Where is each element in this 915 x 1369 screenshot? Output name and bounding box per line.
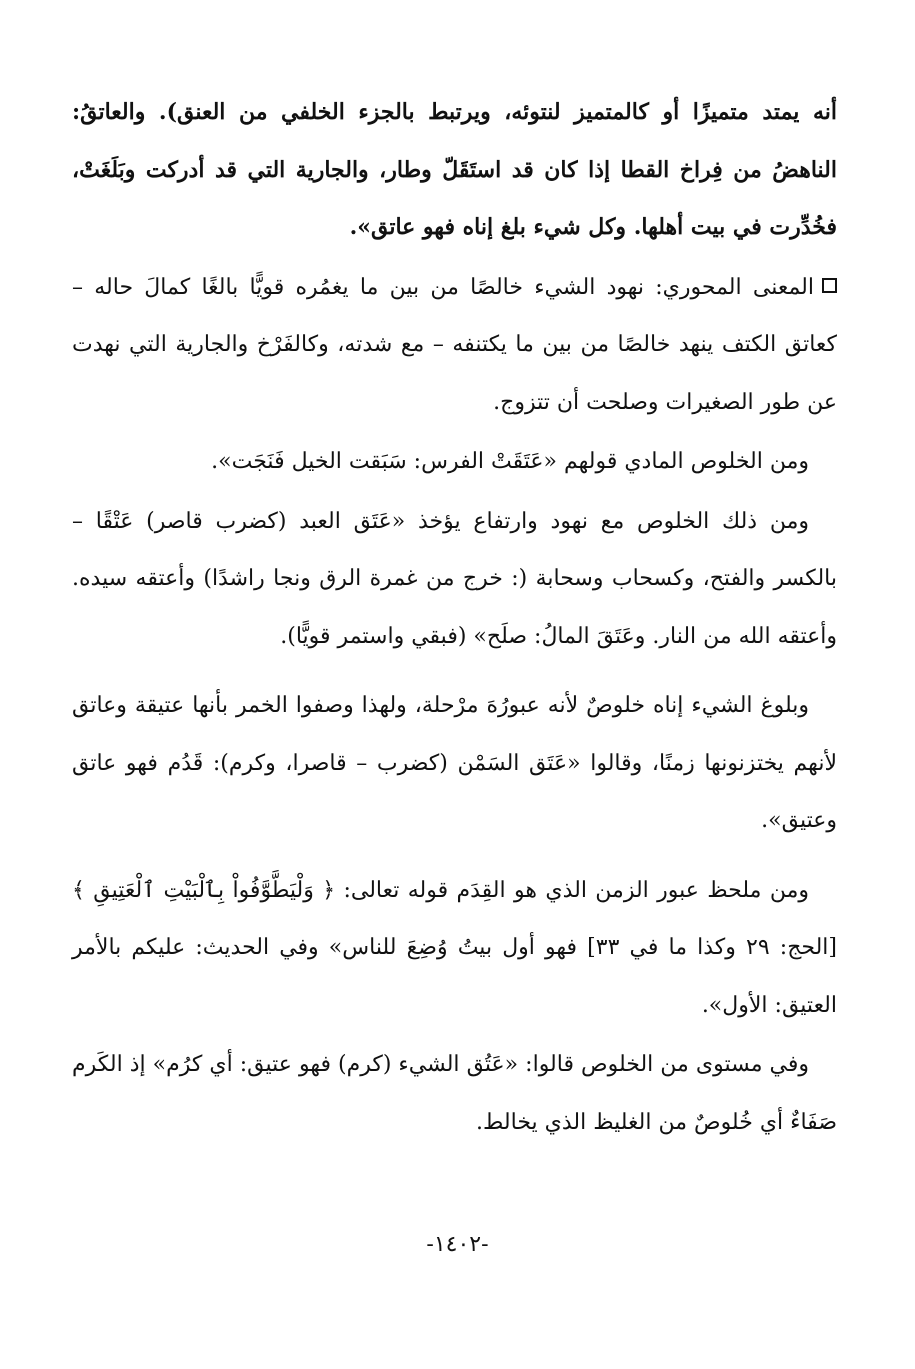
page-number: -١٤٠٢- (426, 1232, 489, 1257)
checkbox-square-icon (822, 278, 837, 293)
paragraph-4: ومن ذلك الخلوص مع نهود وارتفاع يؤخذ «عَتَق العبد (كضرب قاصر) عَتْقًا – بالكسر والفتح، وكسحاب وسحابة (: خرج من غمرة الرق ونجا راشدًا) وأعتقه سيده. وأعتقه الله من النار. وعَتَقَ المالُ: صلَح» (فبقي واستمر قويًّا). (72, 508, 837, 649)
paragraph-6: ومن ملحظ عبور الزمن الذي هو القِدَم قوله تعالى: ﴿ وَلْيَطَّوَّفُواْ بِٱلْبَيْتِ ٱلْعَتِيقِ ﴾ [الحج: ٢٩ وكذا ما في ٣٣] فهو أول بيتُ وُضِعَ للناس» وفي الحديث: عليكم بالأمر العتيق: الأول». (72, 877, 837, 1018)
paragraph-5: وبلوغ الشيء إناه خلوصٌ لأنه عبورُهَ مرْحلة، ولهذا وصفوا الخمر بأنها عتيقة وعاتق لأنهم يختزنونها زمنًا، وقالوا «عَتَق السَمْن (كضرب – قاصرا، وكرم): قَدُم فهو عاتق وعتيق». (72, 693, 837, 833)
paragraph-7: وفي مستوى من الخلوص قالوا: «عَتُق الشيء (كرم) فهو عتيق: أي كرُم» إذ الكَرم صَفَاءٌ أي خُلوصٌ من الغليظ الذي يخالط. (72, 1052, 837, 1135)
paragraph-2-text: نهود الشيء خالصًا من بين ما يغمُره قويًّا بالغًا كمالَ حاله – كعاتق الكتف ينهد خالصًا من بين ما يكتنفه – مع شدته، وكالفَرْخ والجارية التي نهدت عن طور الصغيرات وصلحت أن تتزوج. (72, 274, 837, 415)
paragraph-2-label: المعنى المحوري: (655, 274, 814, 300)
paragraph-2 (72, 259, 837, 432)
paragraph-1: أنه يمتد متميزًا أو كالمتميز لنتوئه، ويرتبط بالجزء الخلفي من العنق). والعاتقُ: الناهضُ من فِراخ القطا إذا كان قد استَقَلّ وطار، والجارية التي قد أدركت وبَلَغَتْ، فخُدِّرت في بيت أهلها. وكل شيء بلغ إناه فهو عاتق». (72, 99, 837, 240)
paragraph-3: ومن الخلوص المادي قولهم «عَتَقَتْ الفرس: سَبَقت الخيل فَنَجَت». (211, 449, 809, 474)
